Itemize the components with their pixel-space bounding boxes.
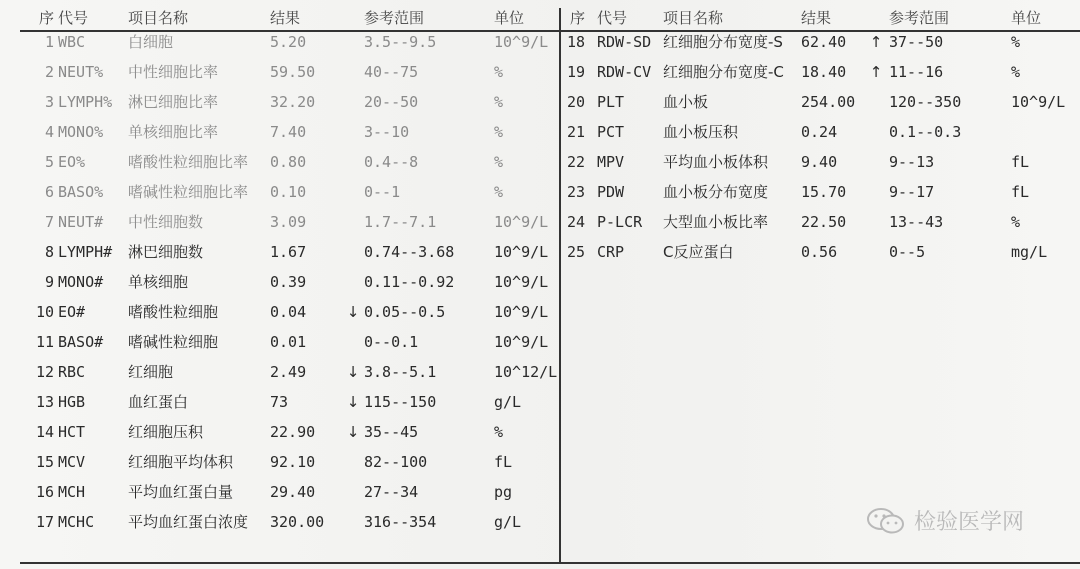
row-range: 37--50 [889, 33, 944, 51]
row-unit: pg [494, 483, 513, 501]
row-no: 5 [44, 153, 54, 171]
table-row [0, 240, 558, 270]
row-unit: % [494, 153, 504, 171]
row-flag: ↑ [869, 63, 883, 81]
row-no: 12 [35, 363, 54, 381]
header-code: 代号 [58, 9, 89, 27]
row-name: 红细胞压积 [128, 423, 204, 441]
row-name: 中性细胞数 [128, 213, 204, 231]
watermark [866, 505, 1024, 536]
row-result: 29.40 [270, 483, 316, 501]
row-no: 9 [44, 273, 54, 291]
row-result: 0.24 [801, 123, 838, 141]
row-unit: g/L [494, 393, 522, 411]
row-range: 0.74--3.68 [364, 243, 455, 261]
row-flag: ↑ [869, 33, 883, 51]
row-unit: 10^9/L [494, 213, 549, 231]
row-result: 5.20 [270, 33, 307, 51]
table-row [0, 390, 558, 420]
row-code: HCT [58, 423, 86, 441]
row-result: 0.80 [270, 153, 307, 171]
table-row [0, 90, 558, 120]
row-no: 3 [44, 93, 54, 111]
row-code: MCH [58, 483, 86, 501]
row-range: 1.7--7.1 [364, 213, 437, 231]
table-row [0, 270, 558, 300]
row-unit: 10^9/L [494, 333, 549, 351]
table-row [0, 450, 558, 480]
row-code: NEUT# [58, 213, 104, 231]
row-result: 9.40 [801, 153, 838, 171]
row-name: 平均血红蛋白浓度 [128, 513, 249, 531]
row-range: 115--150 [364, 393, 437, 411]
results-panel-left [0, 6, 558, 540]
row-no: 10 [35, 303, 54, 321]
table-header [0, 6, 558, 30]
header-no: 序 [38, 9, 54, 27]
header-unit: 单位 [1011, 9, 1042, 27]
row-no: 1 [44, 33, 54, 51]
row-no: 24 [566, 213, 585, 231]
table-row [561, 240, 1080, 270]
row-unit: % [1011, 213, 1021, 231]
row-range: 0.05--0.5 [364, 303, 446, 321]
row-range: 35--45 [364, 423, 419, 441]
row-unit: g/L [494, 513, 522, 531]
row-range: 11--16 [889, 63, 944, 81]
row-no: 11 [35, 333, 54, 351]
table-row [561, 60, 1080, 90]
row-unit: fL [1011, 153, 1030, 171]
row-code: RDW-CV [597, 63, 652, 81]
header-no: 序 [569, 9, 585, 27]
header-range: 参考范围 [889, 9, 950, 27]
row-name: 血小板 [663, 93, 709, 111]
row-name: 嗜酸性粒细胞比率 [128, 153, 249, 171]
row-unit: 10^9/L [494, 243, 549, 261]
row-unit: % [494, 123, 504, 141]
row-name: 淋巴细胞数 [128, 243, 204, 261]
row-code: MCHC [58, 513, 95, 531]
table-row [0, 480, 558, 510]
row-code: MPV [597, 153, 625, 171]
row-result: 73 [270, 393, 289, 411]
row-range: 3--10 [364, 123, 410, 141]
table-row [561, 120, 1080, 150]
table-row [561, 180, 1080, 210]
row-unit: 10^9/L [494, 273, 549, 291]
row-no: 16 [35, 483, 54, 501]
row-result: 15.70 [801, 183, 847, 201]
row-code: MCV [58, 453, 86, 471]
row-result: 22.90 [270, 423, 316, 441]
row-code: EO# [58, 303, 86, 321]
row-unit: % [494, 93, 504, 111]
row-name: 红细胞分布宽度-C [663, 63, 784, 81]
row-flag: ↓ [346, 303, 360, 321]
row-range: 40--75 [364, 63, 419, 81]
row-range: 20--50 [364, 93, 419, 111]
row-result: 2.49 [270, 363, 307, 381]
row-result: 0.10 [270, 183, 307, 201]
row-no: 18 [566, 33, 585, 51]
row-code: LYMPH% [58, 93, 113, 111]
row-code: MONO% [58, 123, 104, 141]
row-code: PLT [597, 93, 625, 111]
row-range: 82--100 [364, 453, 428, 471]
table-row [0, 210, 558, 240]
row-unit: fL [1011, 183, 1030, 201]
row-no: 8 [44, 243, 54, 261]
row-no: 2 [44, 63, 54, 81]
row-no: 6 [44, 183, 54, 201]
row-range: 27--34 [364, 483, 419, 501]
row-result: 0.39 [270, 273, 307, 291]
header-name: 项目名称 [663, 9, 724, 27]
row-name: 淋巴细胞比率 [128, 93, 219, 111]
row-result: 320.00 [270, 513, 325, 531]
row-no: 20 [566, 93, 585, 111]
row-name: 平均血红蛋白量 [128, 483, 234, 501]
row-range: 9--13 [889, 153, 935, 171]
row-range: 3.8--5.1 [364, 363, 437, 381]
row-name: 红细胞平均体积 [128, 453, 234, 471]
row-name: 单核细胞 [128, 273, 189, 291]
row-unit: 10^12/L [494, 363, 558, 381]
table-row [0, 330, 558, 360]
row-unit: % [1011, 33, 1021, 51]
row-result: 22.50 [801, 213, 847, 231]
footer-rule [20, 562, 1080, 564]
row-code: PCT [597, 123, 625, 141]
row-result: 59.50 [270, 63, 316, 81]
table-row [561, 30, 1080, 60]
header-code: 代号 [597, 9, 628, 27]
row-unit: 10^9/L [494, 303, 549, 321]
row-code: PDW [597, 183, 625, 201]
row-code: LYMPH# [58, 243, 113, 261]
row-name: 嗜酸性粒细胞 [128, 303, 219, 321]
row-result: 3.09 [270, 213, 307, 231]
row-name: 平均血小板体积 [663, 153, 769, 171]
row-name: 白细胞 [128, 33, 174, 51]
row-code: BASO% [58, 183, 104, 201]
results-body-right [561, 30, 1080, 270]
row-unit: 10^9/L [1011, 93, 1066, 111]
row-no: 22 [566, 153, 585, 171]
row-range: 0--1 [364, 183, 401, 201]
row-flag: ↓ [346, 393, 360, 411]
row-range: 316--354 [364, 513, 437, 531]
row-result: 62.40 [801, 33, 847, 51]
row-code: WBC [58, 33, 86, 51]
row-no: 17 [35, 513, 54, 531]
row-result: 0.04 [270, 303, 307, 321]
row-result: 0.56 [801, 243, 838, 261]
row-name: 嗜碱性粒细胞 [128, 333, 219, 351]
row-name: 中性细胞比率 [128, 63, 219, 81]
table-row [0, 420, 558, 450]
results-panel-right [561, 6, 1080, 270]
row-result: 18.40 [801, 63, 847, 81]
row-code: MONO# [58, 273, 104, 291]
header-range: 参考范围 [364, 9, 425, 27]
row-no: 21 [566, 123, 585, 141]
table-row [561, 210, 1080, 240]
row-no: 13 [35, 393, 54, 411]
row-result: 32.20 [270, 93, 316, 111]
watermark-text: 检验医学网 [914, 510, 1025, 535]
row-flag: ↓ [346, 423, 360, 441]
row-name: 红细胞 [128, 363, 174, 381]
row-unit: % [1011, 63, 1021, 81]
row-code: HGB [58, 393, 86, 411]
row-code: RBC [58, 363, 86, 381]
row-range: 9--17 [889, 183, 935, 201]
row-range: 13--43 [889, 213, 944, 231]
row-no: 23 [566, 183, 585, 201]
row-code: BASO# [58, 333, 104, 351]
row-name: 血红蛋白 [128, 393, 189, 411]
row-name: 血小板压积 [663, 123, 739, 141]
header-name: 项目名称 [128, 9, 189, 27]
row-no: 4 [44, 123, 54, 141]
row-range: 0.11--0.92 [364, 273, 455, 291]
row-range: 0--5 [889, 243, 926, 261]
row-range: 0.1--0.3 [889, 123, 962, 141]
row-unit: 10^9/L [494, 33, 549, 51]
row-flag: ↓ [346, 363, 360, 381]
row-unit: mg/L [1011, 243, 1048, 261]
row-range: 0--0.1 [364, 333, 419, 351]
row-name: 大型血小板比率 [663, 213, 769, 231]
row-result: 254.00 [801, 93, 856, 111]
header-result: 结果 [801, 9, 832, 27]
row-name: 嗜碱性粒细胞比率 [128, 183, 249, 201]
row-result: 92.10 [270, 453, 316, 471]
row-unit: % [494, 423, 504, 441]
table-row [561, 90, 1080, 120]
row-name: 单核细胞比率 [128, 123, 219, 141]
row-range: 0.4--8 [364, 153, 419, 171]
header-result: 结果 [270, 9, 301, 27]
results-body-left [0, 30, 558, 540]
row-unit: % [494, 183, 504, 201]
row-result: 0.01 [270, 333, 307, 351]
row-result: 7.40 [270, 123, 307, 141]
row-range: 3.5--9.5 [364, 33, 437, 51]
table-row [0, 510, 558, 540]
row-name: 血小板分布宽度 [663, 183, 769, 201]
wechat-icon [866, 506, 906, 536]
row-no: 19 [566, 63, 585, 81]
table-row [0, 120, 558, 150]
row-no: 14 [35, 423, 54, 441]
table-row [0, 180, 558, 210]
table-row [561, 150, 1080, 180]
row-code: EO% [58, 153, 86, 171]
row-code: CRP [597, 243, 625, 261]
row-code: P-LCR [597, 213, 643, 231]
table-header [561, 6, 1080, 30]
row-code: NEUT% [58, 63, 104, 81]
table-row [0, 30, 558, 60]
row-no: 7 [44, 213, 54, 231]
table-row [0, 60, 558, 90]
table-row [0, 360, 558, 390]
row-unit: % [494, 63, 504, 81]
row-result: 1.67 [270, 243, 307, 261]
table-row [0, 300, 558, 330]
row-name: 红细胞分布宽度-S [663, 33, 783, 51]
row-unit: fL [494, 453, 513, 471]
row-name: C反应蛋白 [663, 243, 734, 261]
row-code: RDW-SD [597, 33, 652, 51]
header-unit: 单位 [494, 9, 525, 27]
table-row [0, 150, 558, 180]
row-no: 15 [35, 453, 54, 471]
row-range: 120--350 [889, 93, 962, 111]
row-no: 25 [566, 243, 585, 261]
